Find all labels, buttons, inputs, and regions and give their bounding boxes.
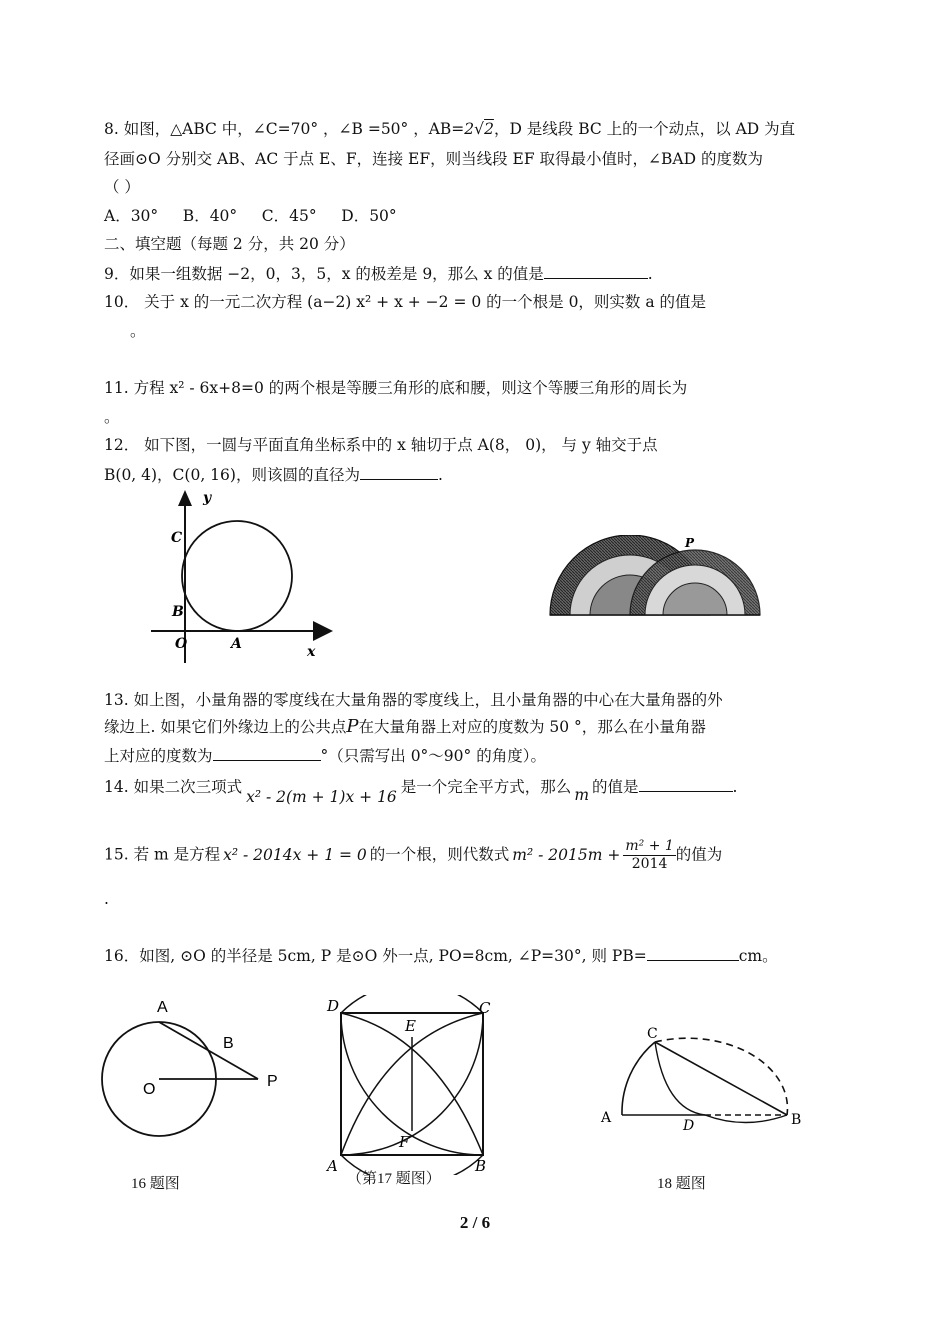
- fig16-label-b: B: [223, 1035, 234, 1052]
- q15-expression: m² - 2015m +: [512, 845, 621, 864]
- q16-text: 16．如图, ⊙O 的半径是 5cm, P 是⊙O 外一点, PO=8cm, ∠P=30°, 则 PB=: [104, 947, 647, 965]
- q8-options: A．30° B．40° C．45° D．50°: [104, 207, 397, 225]
- x-label: x: [307, 644, 316, 660]
- q10-line2: 。: [130, 322, 146, 340]
- q13-line1: 13. 如上图，小量角器的零度线在大量角器的零度线上，且小量角器的中心在大量角器的外: [104, 691, 723, 709]
- q12-line2: [104, 463, 443, 486]
- fig17-label-e: E: [405, 1017, 416, 1035]
- q13-text-c: 上对应的度数为: [104, 747, 213, 765]
- q14-answer-blank[interactable]: [639, 775, 733, 792]
- q14-expression: x² - 2(m + 1)x + 16: [246, 788, 397, 806]
- ab-value: 2√2: [464, 120, 494, 138]
- q13-line2: [104, 716, 706, 738]
- solid-arc-ac: [622, 1042, 655, 1115]
- point-p-label: P: [685, 536, 695, 550]
- q14-text-b: 是一个完全平方式，那么: [400, 778, 572, 796]
- q13-answer-blank[interactable]: [213, 744, 321, 761]
- q15-text-a: 15. 若 m 是方程: [104, 845, 221, 864]
- y-label: y: [203, 490, 212, 506]
- q8-text-a: 8. 如图，△ABC 中，∠C=70° ，∠B =50° ，AB=: [104, 120, 465, 138]
- q13-text-a: 缘边上. 如果它们外缘边上的公共点: [104, 718, 347, 736]
- q15-text-c: 的值为: [675, 845, 723, 864]
- q12-answer-blank[interactable]: [360, 463, 438, 480]
- fig16-label-a: A: [157, 999, 168, 1016]
- q9: [104, 262, 653, 285]
- fig16: [95, 990, 295, 1150]
- q16-answer-blank[interactable]: [647, 944, 739, 961]
- q16-end: cm。: [738, 947, 778, 965]
- q14-end: .: [732, 778, 738, 796]
- fig16-label-p: P: [267, 1073, 278, 1090]
- q12-line1: 12． 如下图，一圆与平面直角坐标系中的 x 轴切于点 A(8， 0)， 与 y 轴交于点: [104, 436, 658, 454]
- fig17: [325, 995, 500, 1175]
- q11-line1: 11. 方程 x² - 6x+8=0 的两个根是等腰三角形的底和腰，则这个等腰三角形的周长为: [104, 379, 688, 397]
- fig18-label-c: C: [647, 1026, 658, 1042]
- y-axis-arrow: [178, 490, 192, 506]
- point-c-label: C: [171, 530, 183, 546]
- q14-text-a: 14. 如果二次三项式: [104, 778, 243, 796]
- fig18-label-b: B: [791, 1112, 802, 1128]
- q8-line2: 径画⊙O 分别交 AB、AC 于点 E、F，连接 EF，则当线段 EF 取得最小值时，∠BAD 的度数为: [104, 150, 763, 168]
- q12-figure: [145, 488, 345, 668]
- ab-radicand: 2: [484, 120, 494, 138]
- q10-line1: 10． 关于 x 的一元二次方程 (a−2) x² + x + −2 = 0 的一个根是 0，则实数 a 的值是: [104, 293, 707, 311]
- fig17-label-c: C: [479, 999, 491, 1017]
- q15-line2: .: [104, 890, 109, 908]
- q9-text: 9．如果一组数据 −2，0，3，5，x 的极差是 9，那么 x 的值是: [104, 265, 544, 283]
- q13-text-d: °（只需写出 0°～90° 的角度）。: [320, 747, 546, 765]
- q12-end: .: [437, 466, 443, 484]
- fig17-caption: （第17 题图）: [347, 1171, 441, 1187]
- fig16-label-o: O: [143, 1081, 156, 1098]
- fig17-label-d: D: [327, 997, 340, 1015]
- q14-text-c: 的值是: [592, 778, 639, 796]
- q9-answer-blank[interactable]: [544, 262, 648, 279]
- page-number: 2 / 6: [459, 1213, 491, 1232]
- q16: [104, 944, 778, 967]
- q15-equation: x² - 2014x + 1 = 0: [223, 845, 367, 864]
- q13-point-p: P: [346, 716, 359, 737]
- q8-text-b: ，D 是线段 BC 上的一个动点，以 AD 为直: [493, 120, 796, 138]
- q15-denominator: 2014: [631, 856, 668, 872]
- section-2-heading: 二、填空题（每题 2 分，共 20 分）: [104, 235, 355, 253]
- ab-coef: 2: [464, 120, 475, 138]
- q14: [104, 775, 738, 806]
- point-a-label: A: [231, 636, 242, 652]
- arc-top: [341, 995, 483, 1013]
- folded-arc-db: [705, 1115, 787, 1123]
- secant-pa: [159, 1022, 258, 1079]
- x-axis-arrow: [313, 621, 333, 641]
- fig17-label-b: B: [475, 1157, 487, 1175]
- q11-line2: 。: [104, 408, 120, 426]
- q12-text: B(0, 4)，C(0, 16)，则该圆的直径为: [104, 466, 360, 484]
- segment-cb: [655, 1042, 787, 1115]
- point-b-label: B: [172, 604, 184, 620]
- q15: [104, 838, 722, 873]
- q8-line1: [104, 118, 795, 140]
- q15-text-b: 的一个根，则代数式: [369, 845, 510, 864]
- q14-variable-m: m: [574, 786, 590, 804]
- fig18: [595, 1020, 815, 1135]
- q15-numerator: m² + 1: [625, 838, 674, 854]
- q13-protractor-figure: [545, 535, 785, 620]
- fig17-label-f: F: [399, 1133, 410, 1151]
- fig18-caption: 18 题图: [657, 1176, 706, 1192]
- fig16-caption: 16 题图: [131, 1176, 180, 1192]
- tangent-circle: [182, 521, 292, 631]
- fig18-label-a: A: [601, 1110, 612, 1126]
- q13-line3: [104, 744, 546, 767]
- q13-text-b: 在大量角器上对应的度数为 50 °，那么在小量角器: [358, 718, 706, 736]
- folded-arc-cd: [655, 1042, 705, 1115]
- q9-end: .: [647, 265, 653, 283]
- fig18-label-d: D: [683, 1118, 695, 1134]
- q15-fraction: [623, 838, 675, 873]
- q8-line3: （ ）: [104, 178, 140, 196]
- fig17-label-a: A: [327, 1157, 338, 1175]
- origin-label: O: [175, 636, 188, 652]
